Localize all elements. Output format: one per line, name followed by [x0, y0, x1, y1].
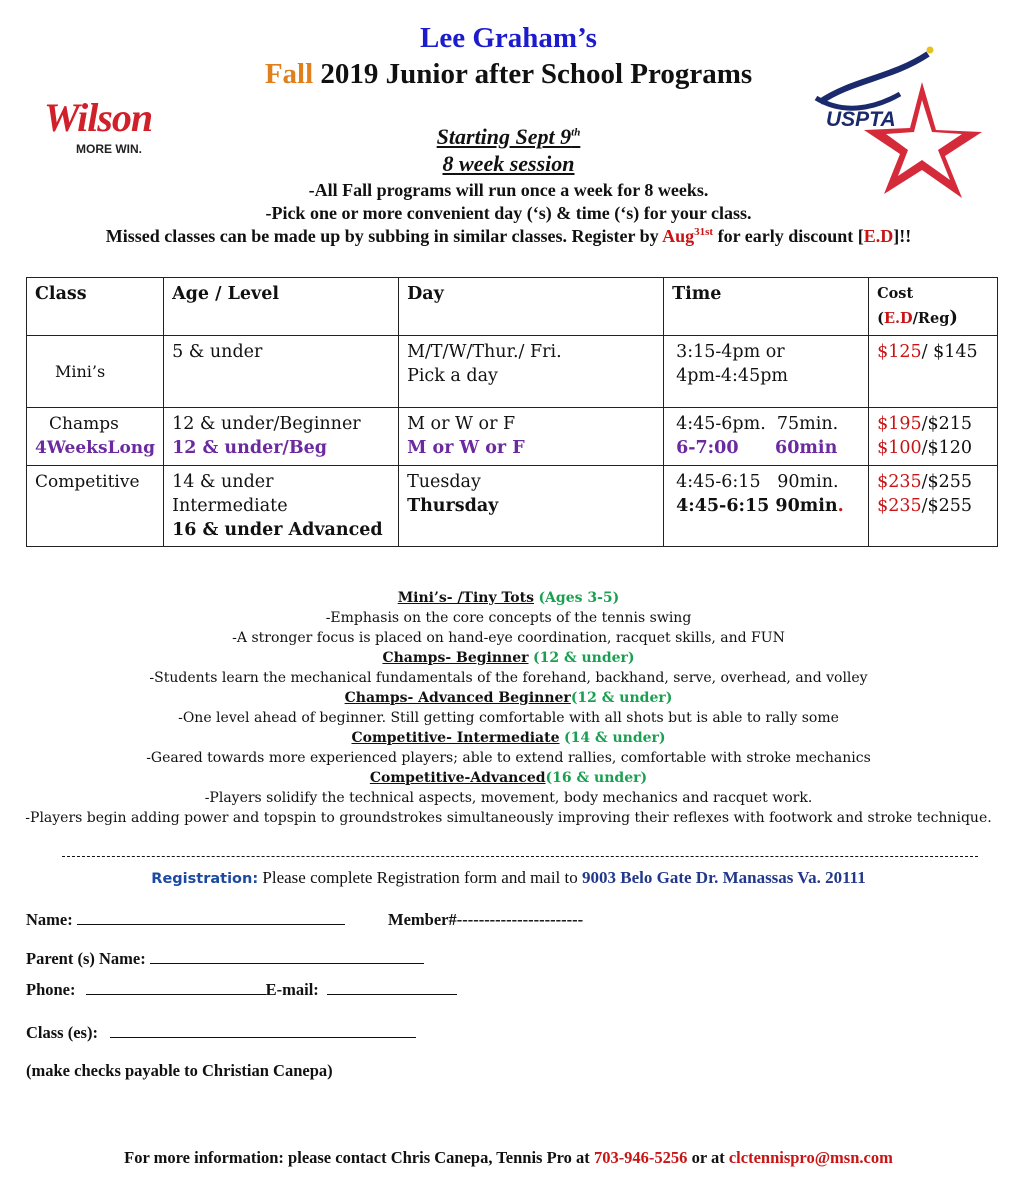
starting-date — [0, 124, 1017, 150]
footer-contact — [0, 1148, 1017, 1168]
minis-time — [664, 336, 869, 408]
class-field[interactable] — [110, 1023, 416, 1038]
champs-time-1: 4:45-6pm. 75min. — [676, 414, 839, 434]
minis-day-2: Pick a day — [407, 366, 498, 386]
competitive-cost1-reg: /$255 — [921, 472, 973, 492]
competitive-day — [399, 466, 664, 547]
competitive-time-2-dot: . — [837, 496, 844, 516]
champs-cost2-reg: /$120 — [921, 438, 973, 458]
champs-beg-desc: -Students learn the mechanical fundamentals of the forehand, backhand, serve, overhead, and volley — [149, 670, 868, 686]
header-age: Age / Level — [164, 278, 399, 336]
minis-day — [399, 336, 664, 408]
champs-adv-desc: -One level ahead of beginner. Still getting comfortable with all shots but is able to rally some — [178, 710, 839, 726]
dashed-divider — [62, 856, 978, 857]
phone-label: Phone: — [26, 980, 76, 999]
comp-int-title: Competitive- Intermediate — [351, 730, 560, 746]
minis-day-1: M/T/W/Thur./ Fri. — [407, 342, 562, 362]
info3-sup: 31st — [694, 226, 714, 238]
competitive-day-2: Thursday — [407, 496, 499, 516]
table-row-champs — [27, 408, 998, 466]
champs-cost1-reg: /$215 — [921, 414, 973, 434]
comp-adv-title: Competitive-Advanced — [369, 770, 546, 786]
header-cost-pre: Cost ( — [877, 285, 914, 327]
footer-or-at: or at — [691, 1148, 725, 1167]
comp-adv-desc-1: -Players solidify the technical aspects, movement, body mechanics and racquet work. — [204, 790, 813, 806]
session-length: 8 week session — [442, 151, 575, 176]
competitive-age-1: 14 & under Intermediate — [172, 472, 288, 516]
class-row — [26, 1023, 416, 1043]
program-descriptions — [0, 588, 1017, 828]
header-cost — [869, 278, 998, 336]
phone-email-row — [26, 980, 457, 1000]
champs-beg-heading — [0, 648, 1017, 668]
champs-class — [27, 408, 164, 466]
info3-aug: Aug — [662, 226, 695, 246]
title-fall: Fall — [264, 58, 314, 90]
info-line-3 — [0, 226, 1017, 247]
info-line-1: -All Fall programs will run once a week for 8 weeks. — [308, 180, 709, 200]
competitive-cost2-ed: $235 — [877, 496, 922, 516]
champs-day-1: M or W or F — [407, 414, 516, 434]
checks-note: (make checks payable to Christian Canepa) — [26, 1061, 333, 1080]
table-row-minis — [27, 336, 998, 408]
header-cost-post: /Reg — [912, 310, 950, 327]
parent-name-field[interactable] — [150, 949, 424, 964]
wilson-wordmark: Wilson — [44, 95, 153, 140]
parent-row — [26, 949, 424, 969]
minis-age: 5 & under — [164, 336, 399, 408]
comp-int-desc: -Geared towards more experienced players; able to extend rallies, comfortable with stroke mechanics — [146, 750, 871, 766]
minis-heading — [0, 588, 1017, 608]
phone-field[interactable] — [86, 980, 266, 995]
champs-adv-heading — [0, 688, 1017, 708]
info-line-2: -Pick one or more convenient day (‘s) & time (‘s) for your class. — [265, 203, 752, 223]
wilson-tagline: MORE WIN. — [76, 142, 142, 156]
header-time: Time — [664, 278, 869, 336]
footer-email[interactable]: clctennispro@msn.com — [728, 1148, 893, 1167]
minis-cost-ed: $125 — [877, 342, 922, 362]
registration-label: Registration: — [151, 871, 259, 887]
name-field[interactable] — [77, 910, 345, 925]
registration-text: Please complete Registration form and mail to — [262, 868, 578, 887]
minis-desc-1: -Emphasis on the core concepts of the tennis swing — [325, 610, 692, 626]
competitive-day-1: Tuesday — [407, 472, 481, 492]
champs-adv-age: (12 & under) — [570, 690, 673, 706]
info3-mid: for early discount [ — [717, 226, 864, 246]
champs-cost — [869, 408, 998, 466]
champs-class-2: 4WeeksLong — [35, 438, 156, 458]
champs-time-2: 6-7:00 60min — [676, 438, 838, 458]
info3-end: ]!! — [893, 226, 912, 246]
minis-title: Mini’s- /Tiny Tots — [397, 590, 534, 606]
footer-text: For more information: please contact Chris Canepa, Tennis Pro at — [124, 1148, 590, 1167]
minis-age-tag: (Ages 3-5) — [538, 590, 620, 606]
competitive-age-2: 16 & under Advanced — [172, 520, 383, 540]
champs-beg-title: Champs- Beginner — [382, 650, 529, 666]
header-cost-close: ) — [949, 307, 958, 328]
header-day: Day — [399, 278, 664, 336]
minis-class: Mini’s — [27, 336, 164, 408]
info3-pre: Missed classes can be made up by subbing in similar classes. Register by — [105, 226, 659, 246]
comp-int-heading — [0, 728, 1017, 748]
table-row-competitive — [27, 466, 998, 547]
minis-time-2: 4pm-4:45pm — [676, 366, 789, 386]
starting-sup: th — [571, 126, 581, 139]
name-row — [26, 910, 345, 930]
champs-day — [399, 408, 664, 466]
title-rest: 2019 Junior after School Programs — [320, 58, 753, 90]
comp-adv-heading — [0, 768, 1017, 788]
champs-beg-age: (12 & under) — [532, 650, 635, 666]
champs-time — [664, 408, 869, 466]
comp-adv-age: (16 & under) — [545, 770, 648, 786]
minis-cost — [869, 336, 998, 408]
registration-line — [0, 868, 1017, 888]
competitive-age — [164, 466, 399, 547]
member-label: Member#----------------------- — [388, 910, 584, 929]
champs-age-1: 12 & under/Beginner — [172, 414, 361, 434]
comp-int-age: (14 & under) — [563, 730, 666, 746]
name-label: Name: — [26, 910, 73, 929]
competitive-time-2: 4:45-6:15 90min — [676, 496, 838, 516]
competitive-cost2-reg: /$255 — [921, 496, 973, 516]
champs-cost2-ed: $100 — [877, 438, 922, 458]
footer-phone[interactable]: 703-946-5256 — [593, 1148, 688, 1167]
champs-cost1-ed: $195 — [877, 414, 922, 434]
competitive-time — [664, 466, 869, 547]
header-cost-ed: E.D — [883, 310, 913, 327]
header-class: Class — [27, 278, 164, 336]
title-line-1: Lee Graham’s — [420, 22, 597, 54]
champs-adv-title: Champs- Advanced Beginner — [344, 690, 571, 706]
uspta-logo — [812, 42, 982, 202]
email-label: E-mail: — [265, 980, 319, 999]
table-header-row — [27, 278, 998, 336]
competitive-cost1-ed: $235 — [877, 472, 922, 492]
comp-adv-desc-2: -Players begin adding power and topspin to groundstrokes simultaneously improving their reflexes with footwork and stroke technique. — [25, 810, 992, 826]
parent-label: Parent (s) Name: — [26, 949, 146, 968]
competitive-time-1: 4:45-6:15 90min. — [676, 472, 839, 492]
uspta-wordmark: USPTA — [826, 108, 896, 131]
competitive-class: Competitive — [27, 466, 164, 547]
minis-cost-reg: / $145 — [921, 342, 978, 362]
class-label: Class (es): — [26, 1023, 98, 1042]
registration-address: 9003 Belo Gate Dr. Manassas Va. 20111 — [582, 868, 866, 887]
schedule-table — [26, 277, 998, 547]
email-field[interactable] — [327, 980, 457, 995]
info3-ed: E.D — [863, 226, 894, 246]
starting-text: Starting Sept 9 — [436, 124, 572, 149]
champs-class-1: Champs — [49, 414, 119, 434]
minis-desc-2: -A stronger focus is placed on hand-eye coordination, racquet skills, and FUN — [232, 630, 785, 646]
champs-age-2: 12 & under/Beg — [172, 438, 327, 458]
champs-age — [164, 408, 399, 466]
champs-day-2: M or W or F — [407, 438, 525, 458]
competitive-cost — [869, 466, 998, 547]
minis-time-1: 3:15-4pm or — [676, 342, 785, 362]
